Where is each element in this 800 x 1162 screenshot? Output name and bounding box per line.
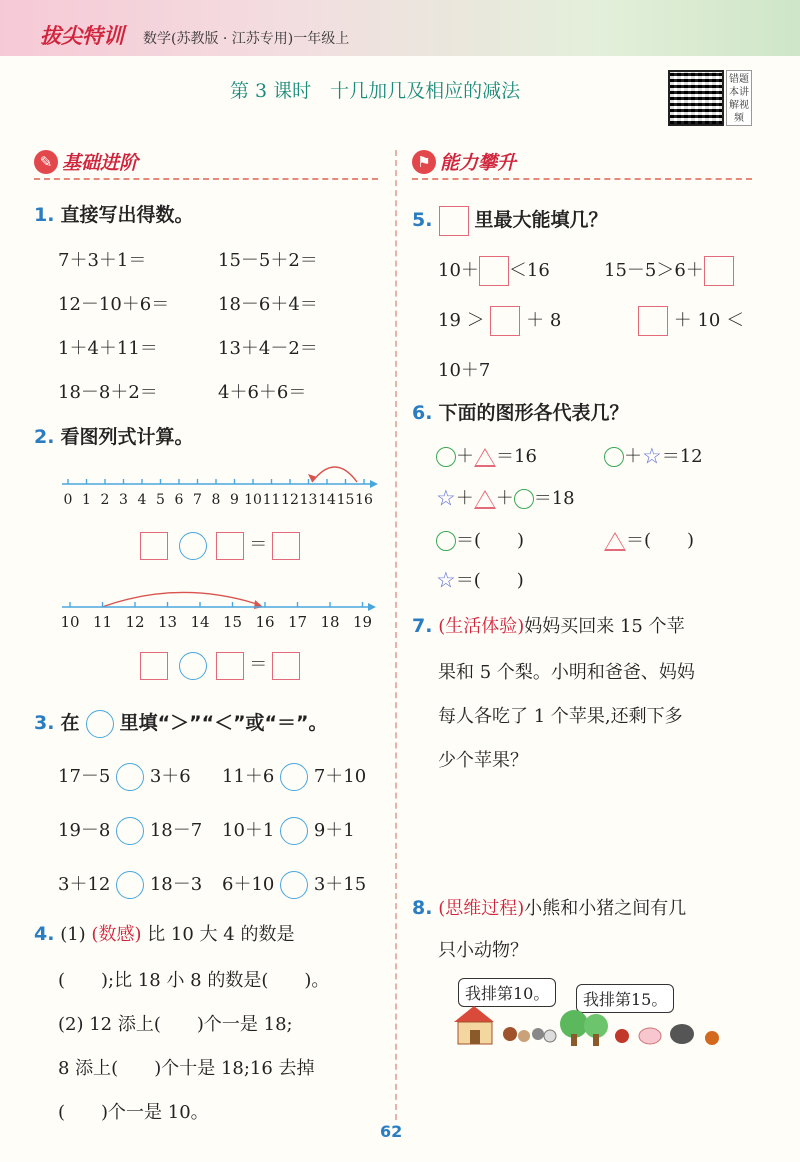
tick-label: 13 bbox=[157, 613, 178, 631]
compare-circle[interactable] bbox=[280, 817, 308, 845]
q1-item: 12－10＋6＝ bbox=[58, 294, 170, 315]
q7-line: 少个苹果？ bbox=[438, 750, 528, 771]
animal-queue-scene bbox=[450, 978, 750, 1048]
dog-icon bbox=[705, 1031, 719, 1045]
qr-code-icon[interactable] bbox=[668, 70, 724, 126]
q5-item: 15－5＞6＋ bbox=[604, 256, 734, 286]
animal-icon bbox=[615, 1029, 629, 1043]
section-title: 能力攀升 bbox=[440, 152, 517, 174]
tick-label: 12 bbox=[125, 613, 145, 631]
pig-icon bbox=[639, 1028, 661, 1044]
triangle-shape-icon bbox=[604, 532, 626, 551]
q3-row: 6＋10 3＋15 bbox=[222, 870, 366, 899]
answer-box[interactable] bbox=[216, 652, 244, 680]
tick-label: 1 bbox=[82, 492, 91, 508]
tick-label: 0 bbox=[63, 492, 73, 508]
q3-row: 19－8 18－7 bbox=[58, 816, 202, 845]
q5-item: 19 ＞ ＋ 8 bbox=[438, 306, 561, 336]
compare-circle[interactable] bbox=[116, 763, 144, 791]
q6-answer: ☆＝( ) bbox=[436, 568, 524, 594]
tick-label: 7 bbox=[193, 492, 202, 508]
circle-shape-icon bbox=[436, 447, 456, 467]
circle-shape-icon bbox=[514, 489, 534, 509]
answer-box[interactable] bbox=[638, 306, 668, 336]
house-roof bbox=[454, 1006, 494, 1022]
section-title: 基础进阶 bbox=[62, 152, 139, 174]
q3-row: 17－5 3＋6 bbox=[58, 762, 191, 791]
number-line-1 bbox=[60, 460, 380, 512]
runner-icon: ✎ bbox=[34, 150, 58, 174]
answer-box[interactable] bbox=[140, 532, 168, 560]
answer-box[interactable] bbox=[704, 256, 734, 286]
answer-box[interactable] bbox=[479, 256, 509, 286]
q6-equation: ＋ ＝16 bbox=[436, 442, 537, 468]
answer-box[interactable] bbox=[216, 532, 244, 560]
tick-label: 8 bbox=[211, 492, 221, 508]
star-shape-icon: ☆ bbox=[436, 486, 456, 512]
tick-label: 16 bbox=[255, 613, 275, 631]
tick-label: 11 bbox=[92, 613, 113, 631]
triangle-shape-icon bbox=[474, 448, 496, 467]
jump-arc bbox=[102, 592, 260, 607]
question-1: 1. 直接写出得数。 bbox=[34, 204, 194, 226]
star-shape-icon: ☆ bbox=[642, 444, 662, 470]
compare-circle bbox=[86, 710, 114, 738]
question-6: 6. 下面的图形各代表几？ bbox=[412, 402, 629, 424]
tick-label: 15 bbox=[336, 492, 355, 508]
tick-label: 18 bbox=[320, 613, 340, 631]
question-7: 7. (生活体验)妈妈买回来 15 个苹 bbox=[412, 615, 685, 637]
tick-label: 4 bbox=[137, 492, 147, 508]
tick-label: 3 bbox=[119, 492, 128, 508]
question-4: 4. (1) (数感) 比 10 大 4 的数是 bbox=[34, 923, 295, 945]
elephant-icon bbox=[670, 1024, 694, 1044]
climber-icon: ⚑ bbox=[412, 150, 436, 174]
triangle-shape-icon bbox=[474, 490, 496, 509]
column-divider bbox=[395, 150, 397, 1120]
q2-answer-row-2: ＝ bbox=[140, 650, 300, 680]
q7-line: 果和 5 个梨。小明和爸爸、妈妈 bbox=[438, 662, 695, 683]
qr-label: 错题本讲解视频 bbox=[726, 70, 752, 126]
q5-item: 10＋ ＜16 bbox=[438, 256, 550, 286]
answer-box[interactable] bbox=[490, 306, 520, 336]
star-shape-icon: ☆ bbox=[436, 568, 456, 594]
question-8: 8. (思维过程)小熊和小猪之间有几 bbox=[412, 897, 687, 919]
tick-label: 13 bbox=[299, 492, 318, 508]
compare-circle[interactable] bbox=[280, 763, 308, 791]
q4-line: ( );比 18 小 8 的数是( )。 bbox=[58, 970, 330, 991]
section-header-basic bbox=[34, 146, 378, 180]
question-5: 5. 里最大能填几？ bbox=[412, 205, 608, 236]
q6-answer: ＝( ) bbox=[604, 526, 694, 552]
q3-row: 3＋12 18－3 bbox=[58, 870, 202, 899]
book-subtitle: 数学(苏教版 · 江苏专用)一年级上 bbox=[143, 31, 350, 47]
tick-label: 2 bbox=[100, 492, 110, 508]
bear-icon bbox=[503, 1027, 517, 1041]
bear-speech-bubble: 我排第10。 bbox=[458, 978, 556, 1007]
question-3: 3. 在 里填“＞”“＜”或“＝”。 bbox=[34, 708, 328, 738]
answer-box bbox=[439, 206, 469, 236]
page-number: 62 bbox=[380, 1122, 403, 1141]
q6-equation: ☆＋ ＋ ＝18 bbox=[436, 486, 575, 512]
q4-line: 8 添上( )个十是 18;16 去掉 bbox=[58, 1058, 315, 1079]
animal-icon bbox=[532, 1028, 544, 1040]
q1-item: 7＋3＋1＝ bbox=[58, 250, 147, 271]
arrow-head bbox=[308, 474, 317, 482]
tick-label: 14 bbox=[318, 492, 336, 508]
tick-label: 10 bbox=[244, 492, 262, 508]
tick-label: 10 bbox=[60, 613, 80, 631]
q2-answer-row-1: ＝ bbox=[140, 530, 300, 560]
animal-icon bbox=[518, 1030, 530, 1042]
q4-line: (2) 12 添上( )个一是 18; bbox=[58, 1014, 293, 1035]
tick-label: 6 bbox=[174, 492, 184, 508]
q4-line: ( )个一是 10。 bbox=[58, 1102, 209, 1123]
answer-box[interactable] bbox=[140, 652, 168, 680]
q1-item: 1＋4＋11＝ bbox=[58, 338, 158, 359]
brand-logo: 拔尖特训 bbox=[40, 23, 124, 48]
answer-circle[interactable] bbox=[179, 532, 207, 560]
tick-label: 17 bbox=[287, 613, 308, 631]
pig-speech-bubble: 我排第15。 bbox=[576, 984, 674, 1013]
tick-label: 9 bbox=[230, 492, 239, 508]
answer-circle[interactable] bbox=[179, 652, 207, 680]
animal-icon bbox=[544, 1030, 556, 1042]
tick-label: 14 bbox=[190, 613, 210, 631]
tick-label: 5 bbox=[156, 492, 165, 508]
question-2: 2. 看图列式计算。 bbox=[34, 426, 194, 448]
tick-label: 11 bbox=[262, 492, 281, 508]
tree-icon bbox=[560, 1010, 588, 1038]
q1-item: 13＋4－2＝ bbox=[218, 338, 318, 359]
circle-shape-icon bbox=[604, 447, 624, 467]
tick-label: 15 bbox=[222, 613, 243, 631]
jump-arc bbox=[312, 467, 357, 482]
q6-answer: ＝( ) bbox=[436, 526, 524, 552]
circle-shape-icon bbox=[436, 531, 456, 551]
q1-item: 15－5＋2＝ bbox=[218, 250, 318, 271]
section-header-advanced bbox=[412, 146, 752, 180]
tick-label: 16 bbox=[355, 492, 373, 508]
q3-row: 11＋6 7＋10 bbox=[222, 762, 366, 791]
q1-item: 18－6＋4＝ bbox=[218, 294, 318, 315]
tick-label: 19 bbox=[352, 613, 373, 631]
compare-circle[interactable] bbox=[116, 817, 144, 845]
answer-box[interactable] bbox=[272, 532, 300, 560]
compare-circle[interactable] bbox=[280, 871, 308, 899]
tick-label: 12 bbox=[281, 492, 299, 508]
number-line-2 bbox=[60, 585, 380, 635]
answer-box[interactable] bbox=[272, 652, 300, 680]
compare-circle[interactable] bbox=[116, 871, 144, 899]
q3-row: 10＋1 9＋1 bbox=[222, 816, 355, 845]
lesson-title: 第 3 课时 十几加几及相应的减法 bbox=[230, 80, 521, 102]
q5-item: ＋ 10 ＜ bbox=[638, 306, 744, 336]
q7-line: 每人各吃了 1 个苹果,还剩下多 bbox=[438, 706, 683, 727]
q5-item: 10＋7 bbox=[438, 360, 491, 381]
q1-item: 18－8＋2＝ bbox=[58, 382, 158, 403]
animals-illustration bbox=[450, 1000, 750, 1048]
q8-line: 只小动物？ bbox=[438, 940, 528, 961]
q6-equation: ＋☆＝12 bbox=[604, 442, 703, 470]
q1-item: 4＋6＋6＝ bbox=[218, 382, 307, 403]
